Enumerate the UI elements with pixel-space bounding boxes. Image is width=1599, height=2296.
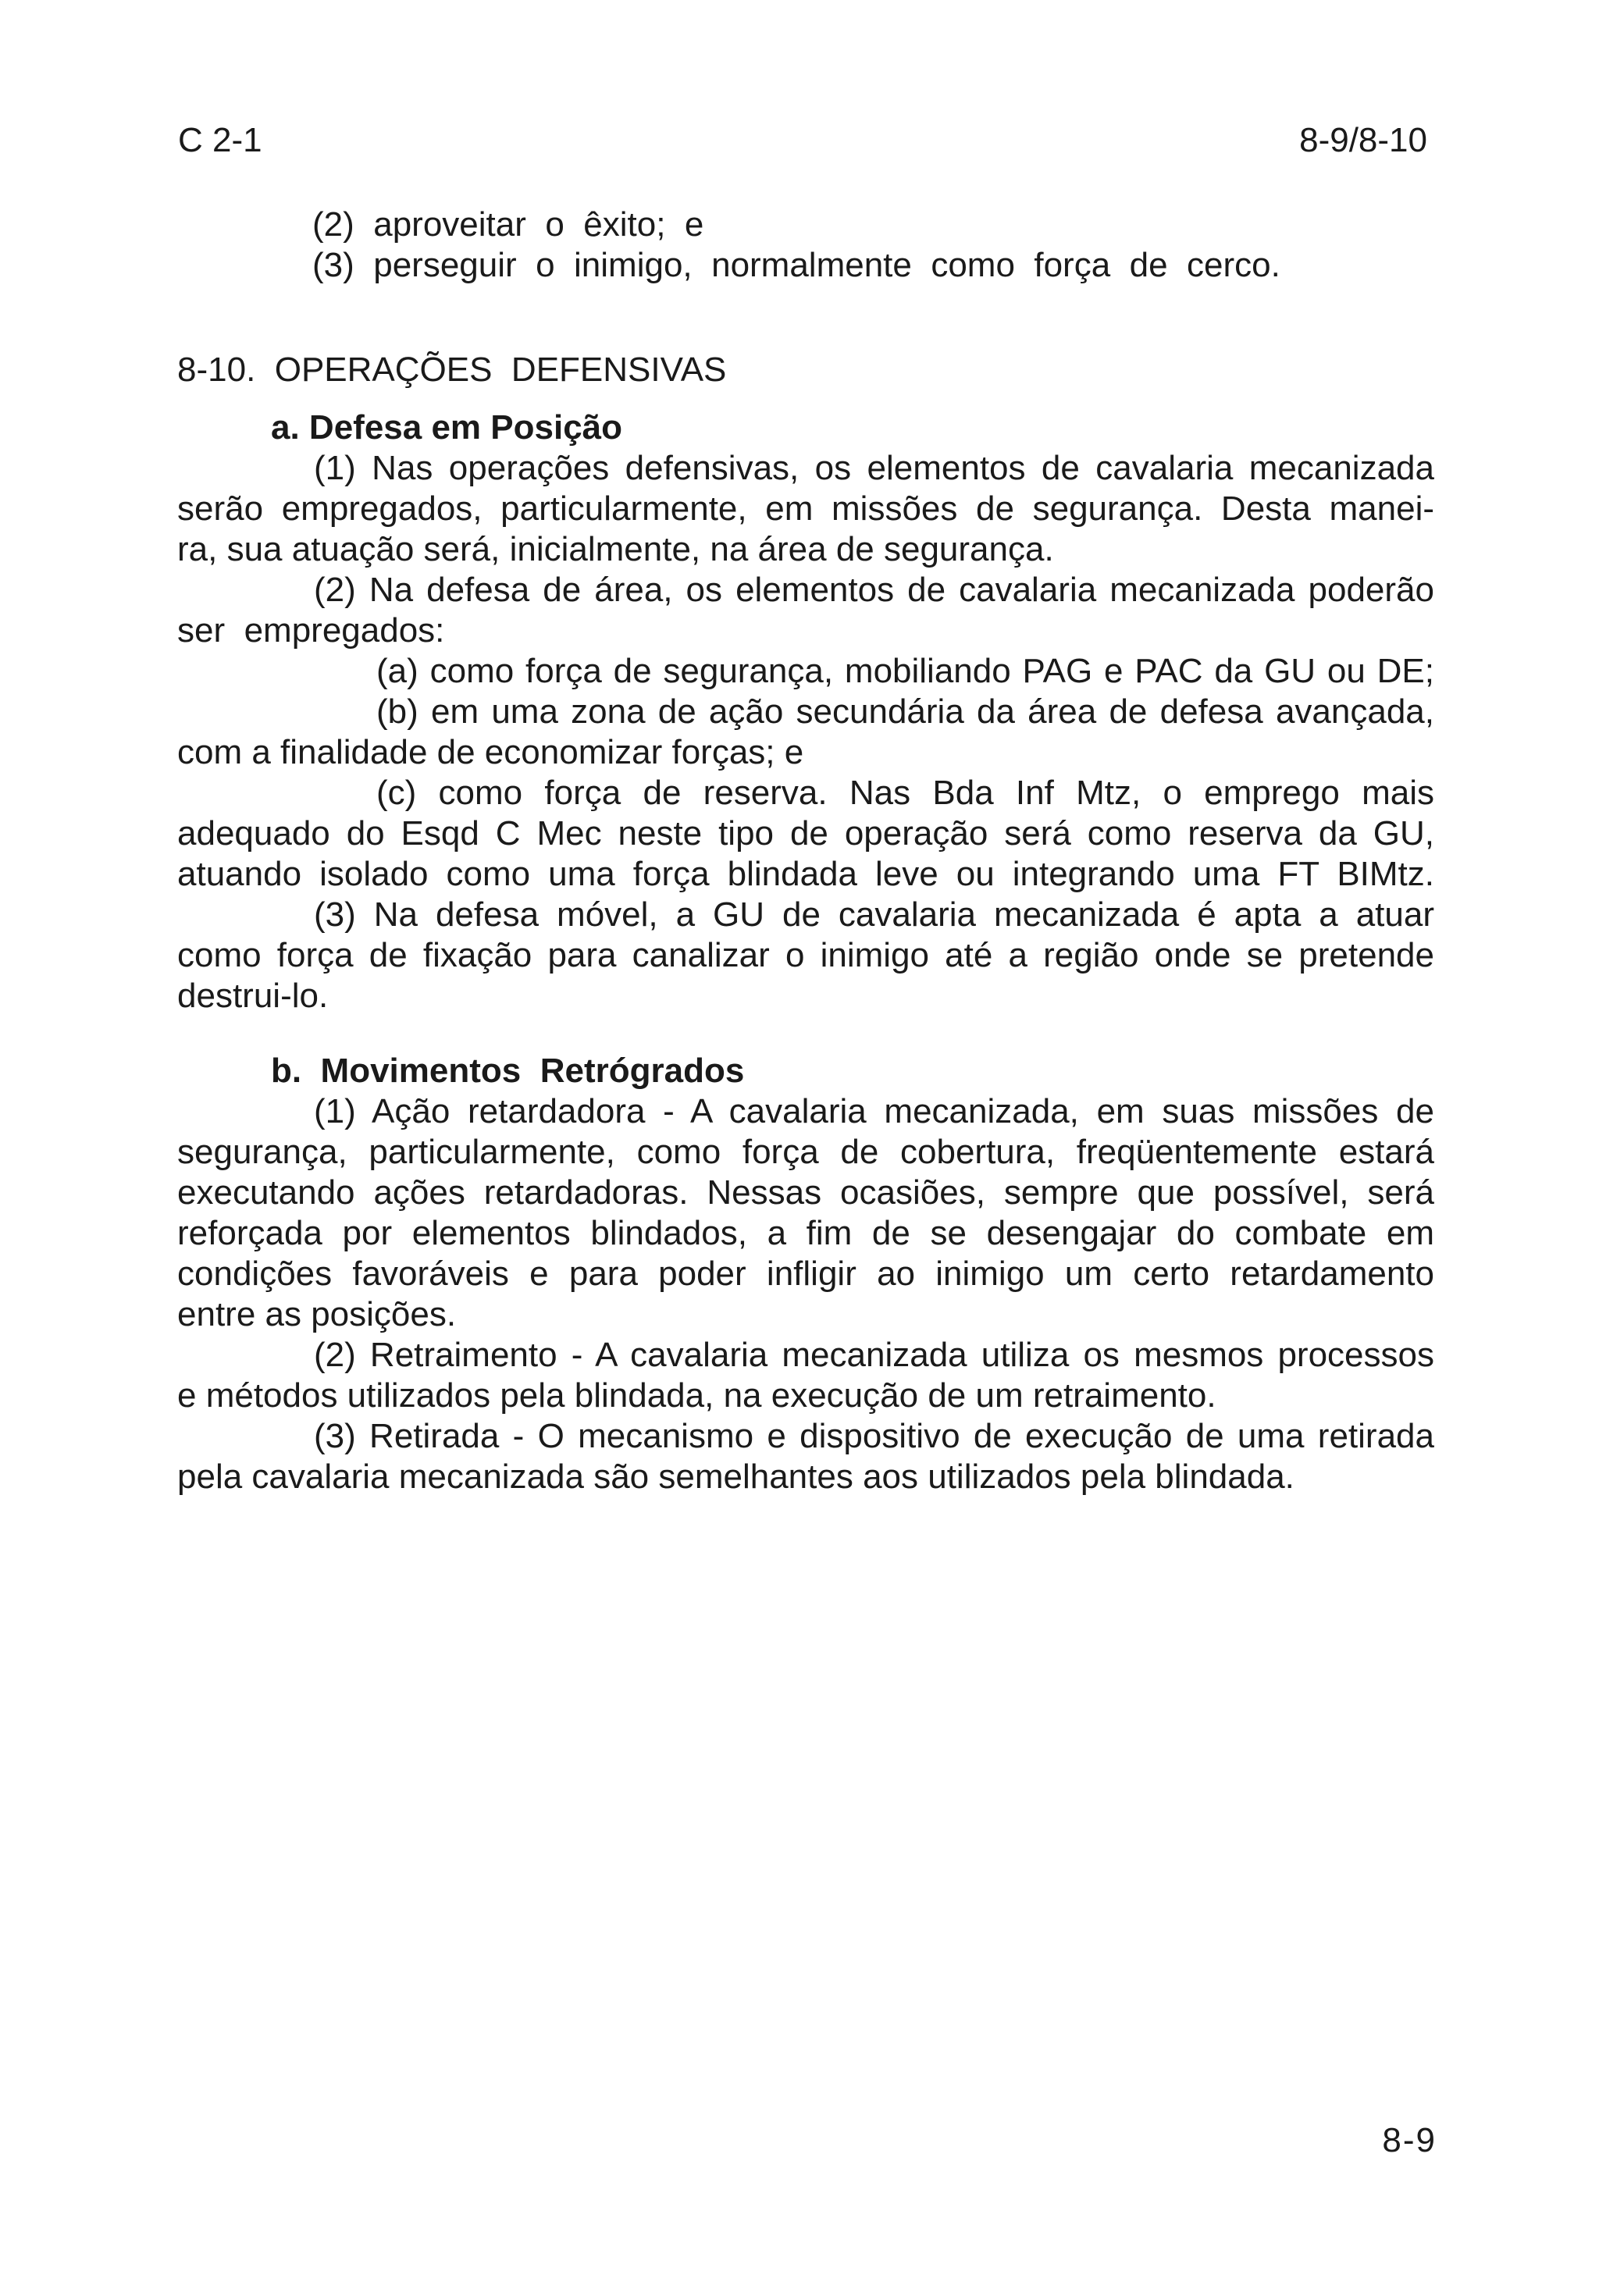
paragraph-line: atuando isolado como uma força blindada leve ou integrando uma FT BIMtz.: [177, 855, 1434, 893]
paragraph-a2a: [177, 651, 1434, 692]
paragraph-b2: [177, 1335, 1434, 1416]
paragraph-line: (a) como força de segurança, mobiliando PAG e PAC da GU ou DE;: [376, 652, 1434, 690]
paragraph-a2b: [177, 692, 1434, 773]
paragraph-line: reforçada por elementos blindados, a fim de se desengajar do combate em: [177, 1214, 1434, 1252]
paragraph-a2: [177, 570, 1434, 651]
paragraph-line: adequado do Esqd C Mec neste tipo de operação será como reserva da GU,: [177, 814, 1434, 853]
paragraph-line: destrui-lo.: [177, 977, 329, 1015]
intro-list: [177, 205, 1434, 286]
paragraph-b1: [177, 1091, 1434, 1335]
paragraph-line: condições favoráveis e para poder infligir ao inimigo um certo retardamento: [177, 1255, 1434, 1293]
paragraph-line: serão empregados, particularmente, em missões de segurança. Desta manei-: [177, 489, 1434, 528]
paragraph-line: com a finalidade de economizar forças; e: [177, 733, 804, 771]
paragraph-line: (b) em uma zona de ação secundária da área de defesa avançada,: [376, 692, 1434, 731]
paragraph-line: entre as posições.: [177, 1295, 457, 1333]
paragraph-line: executando ações retardadoras. Nessas ocasiões, sempre que possível, será: [177, 1173, 1434, 1212]
paragraph-b3: [177, 1416, 1434, 1497]
paragraph-line: segurança, particularmente, como força de cobertura, freqüentemente estará: [177, 1133, 1434, 1171]
paragraph-line: (2) Na defesa de área, os elementos de cavalaria mecanizada poderão: [314, 571, 1434, 609]
paragraph-line: ser empregados:: [177, 611, 445, 650]
subsection-heading-b: b. Movimentos Retrógrados: [271, 1052, 745, 1090]
paragraph-a2c: [177, 773, 1434, 895]
paragraph-line: pela cavalaria mecanizada são semelhantes aos utilizados pela blindada.: [177, 1458, 1295, 1496]
subsection-heading-a: a. Defesa em Posição: [271, 408, 623, 447]
paragraph-a3: [177, 895, 1434, 1016]
section-range: 8-9/8-10: [1299, 121, 1427, 159]
paragraph-a1: [177, 448, 1434, 570]
page-number: 8-9: [1382, 2121, 1437, 2159]
paragraph-line: (3) Na defesa móvel, a GU de cavalaria mecanizada é apta a atuar: [314, 895, 1434, 934]
paragraph-line: ra, sua atuação será, inicialmente, na área de segurança.: [177, 530, 1054, 568]
paragraph-line: e métodos utilizados pela blindada, na execução de um retraimento.: [177, 1376, 1216, 1415]
list-item: (2) aproveitar o êxito; e: [312, 205, 704, 244]
paragraph-line: (1) Ação retardadora - A cavalaria mecanizada, em suas missões de: [314, 1092, 1434, 1130]
paragraph-line: como força de fixação para canalizar o inimigo até a região onde se pretende: [177, 936, 1434, 974]
paragraph-line: (1) Nas operações defensivas, os elementos de cavalaria mecanizada: [314, 449, 1434, 487]
paragraph-line: (c) como força de reserva. Nas Bda Inf Mtz, o emprego mais: [376, 774, 1434, 812]
list-item: (3) perseguir o inimigo, normalmente como força de cerco.: [312, 246, 1280, 284]
paragraph-line: (3) Retirada - O mecanismo e dispositivo de execução de uma retirada: [314, 1417, 1434, 1455]
paragraph-line: (2) Retraimento - A cavalaria mecanizada utiliza os mesmos processos: [314, 1336, 1434, 1374]
manual-code: C 2-1: [178, 121, 262, 159]
page-content: [177, 205, 1434, 1497]
section-title: 8-10. OPERAÇÕES DEFENSIVAS: [177, 351, 727, 389]
